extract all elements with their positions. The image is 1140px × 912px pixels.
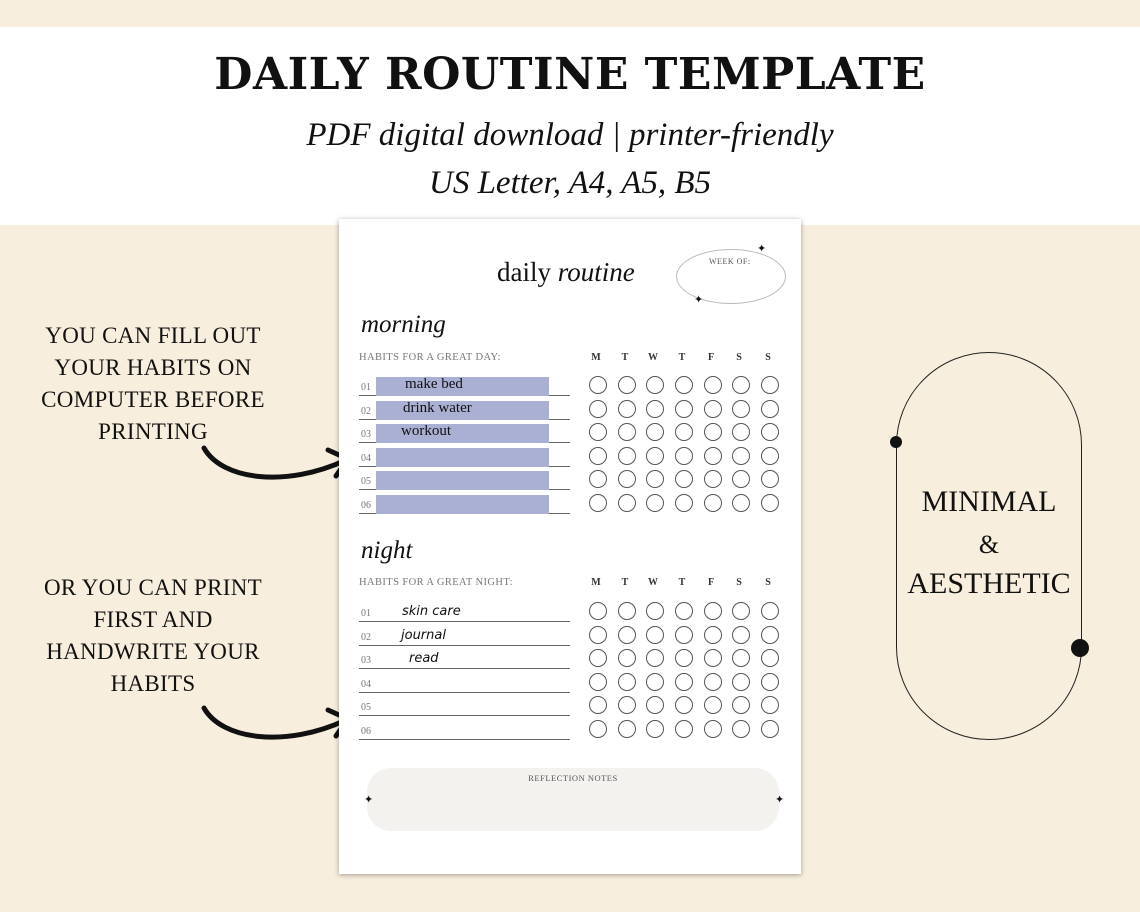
habit-row-number: 05 (361, 476, 371, 487)
habit-checkbox[interactable] (646, 720, 664, 738)
weekday-header: S (765, 352, 771, 363)
weekday-header: T (678, 577, 686, 588)
weekday-header: S (736, 352, 742, 363)
habit-checkbox[interactable] (589, 423, 607, 441)
habit-checkbox[interactable] (732, 423, 750, 441)
weekday-header: M (591, 577, 601, 588)
habit-checkbox[interactable] (675, 447, 693, 465)
habit-checkbox[interactable] (646, 400, 664, 418)
habit-text: make bed (405, 376, 463, 392)
habit-text: journal (401, 627, 446, 643)
habit-checkbox[interactable] (704, 423, 722, 441)
habit-checkbox[interactable] (761, 649, 779, 667)
habit-checkbox[interactable] (646, 423, 664, 441)
habit-row-number: 06 (361, 499, 371, 511)
habit-checkbox[interactable] (618, 720, 636, 738)
habit-row[interactable] (359, 693, 570, 716)
habit-checkbox[interactable] (675, 696, 693, 714)
habit-checkbox[interactable] (732, 602, 750, 620)
habit-checkbox[interactable] (704, 376, 722, 394)
habit-input-field[interactable] (376, 495, 549, 514)
habit-checkbox[interactable] (618, 626, 636, 644)
habit-checkbox[interactable] (618, 673, 636, 691)
habit-checkbox[interactable] (675, 470, 693, 488)
habit-checkbox[interactable] (732, 494, 750, 512)
habit-checkbox[interactable] (589, 602, 607, 620)
habit-checkbox[interactable] (646, 696, 664, 714)
habit-row[interactable] (359, 444, 570, 467)
habit-row-number: 03 (361, 655, 371, 666)
habit-checkbox[interactable] (589, 696, 607, 714)
reflection-notes-label: REFLECTION NOTES (528, 773, 618, 783)
habit-text: drink water (403, 399, 472, 416)
sparkle-icon: ✦ (775, 794, 785, 806)
week-of-label: WEEK OF: (709, 257, 751, 266)
habit-checkbox[interactable] (646, 470, 664, 488)
habit-checkbox[interactable] (732, 649, 750, 667)
habit-checkbox[interactable] (675, 494, 693, 512)
sizes-subtitle: US Letter, A4, A5, B5 (428, 165, 712, 201)
habit-checkbox[interactable] (704, 626, 722, 644)
habit-checkbox[interactable] (761, 720, 779, 738)
habit-checkbox[interactable] (761, 400, 779, 418)
decorative-dot (1071, 639, 1089, 657)
sparkle-icon: ✦ (757, 243, 767, 255)
habit-checkbox[interactable] (704, 649, 722, 667)
habit-checkbox[interactable] (589, 720, 607, 738)
habit-checkbox[interactable] (618, 400, 636, 418)
weekday-header: W (648, 577, 658, 588)
format-subtitle: PDF digital download | printer-friendly (306, 117, 834, 153)
habit-checkbox[interactable] (704, 602, 722, 620)
weekday-header: F (707, 352, 715, 363)
night-title: night (361, 537, 413, 564)
minimal-label: MINIMAL (921, 485, 1057, 518)
habit-checkbox[interactable] (589, 673, 607, 691)
habit-checkbox[interactable] (618, 423, 636, 441)
callout-line: FIRST AND (93, 607, 213, 632)
habit-checkbox[interactable] (732, 400, 750, 418)
habit-checkbox[interactable] (704, 447, 722, 465)
morning-title: morning (361, 311, 446, 338)
habit-text: read (409, 651, 439, 666)
habit-row[interactable] (359, 599, 570, 622)
morning-habits-label: HABITS FOR A GREAT DAY: (359, 352, 501, 363)
habit-checkbox[interactable] (761, 470, 779, 488)
habit-checkbox[interactable] (704, 494, 722, 512)
reflection-notes-box[interactable] (367, 768, 779, 831)
habit-row-number: 06 (361, 725, 371, 737)
habit-checkbox[interactable] (732, 470, 750, 488)
habit-checkbox[interactable] (732, 626, 750, 644)
habit-row-number: 01 (361, 382, 371, 393)
habit-checkbox[interactable] (675, 602, 693, 620)
habit-checkbox[interactable] (761, 696, 779, 714)
callout-print-and-handwrite (22, 572, 284, 700)
habit-checkbox[interactable] (761, 376, 779, 394)
planner-sheet (339, 219, 801, 874)
habit-checkbox[interactable] (589, 649, 607, 667)
habit-checkbox[interactable] (675, 376, 693, 394)
habit-checkbox[interactable] (646, 494, 664, 512)
habit-checkbox[interactable] (732, 376, 750, 394)
sparkle-icon: ✦ (694, 294, 704, 306)
habit-checkbox[interactable] (589, 470, 607, 488)
habit-row-number: 03 (361, 429, 371, 440)
habit-checkbox[interactable] (704, 720, 722, 738)
habit-checkbox[interactable] (761, 602, 779, 620)
weekday-header: M (591, 352, 601, 363)
habit-row[interactable] (359, 397, 570, 420)
weekday-header: W (648, 352, 658, 363)
callout-line: COMPUTER BEFORE (41, 387, 265, 412)
weekday-header: T (678, 352, 686, 363)
callout-line: OR YOU CAN PRINT (44, 575, 262, 600)
habit-checkbox[interactable] (761, 626, 779, 644)
habit-checkbox[interactable] (646, 673, 664, 691)
habit-checkbox[interactable] (618, 376, 636, 394)
habit-row[interactable] (359, 670, 570, 693)
habit-checkbox[interactable] (589, 447, 607, 465)
weekday-header: S (736, 577, 742, 588)
habit-checkbox[interactable] (618, 494, 636, 512)
night-habits-label: HABITS FOR A GREAT NIGHT: (359, 577, 513, 588)
habit-row-number: 05 (361, 702, 371, 713)
habit-row-number: 04 (361, 452, 371, 464)
header-banner (0, 27, 1140, 225)
habit-checkbox[interactable] (646, 447, 664, 465)
habit-checkbox[interactable] (618, 447, 636, 465)
habit-checkbox[interactable] (732, 696, 750, 714)
habit-row[interactable] (359, 491, 570, 514)
habit-checkbox[interactable] (704, 400, 722, 418)
ampersand-label: & (978, 530, 1000, 559)
habit-checkbox[interactable] (618, 649, 636, 667)
habit-checkbox[interactable] (704, 470, 722, 488)
habit-checkbox[interactable] (646, 649, 664, 667)
weekday-header: S (765, 577, 771, 588)
habit-row-number: 02 (361, 631, 371, 643)
weekday-header: T (621, 352, 629, 363)
habit-checkbox[interactable] (589, 376, 607, 394)
habit-row[interactable] (359, 623, 570, 646)
habit-row[interactable] (359, 373, 570, 396)
weekday-header: T (621, 577, 629, 588)
callout-line: YOU CAN FILL OUT (45, 323, 261, 348)
habit-input-field[interactable] (376, 471, 549, 490)
aesthetic-label: AESTHETIC (907, 567, 1071, 600)
callout-line: YOUR HABITS ON (54, 355, 252, 380)
weekday-header: F (707, 577, 715, 588)
habit-checkbox[interactable] (704, 673, 722, 691)
habit-checkbox[interactable] (646, 626, 664, 644)
habit-checkbox[interactable] (675, 720, 693, 738)
habit-checkbox[interactable] (761, 494, 779, 512)
decorative-dot (890, 436, 902, 448)
sparkle-icon: ✦ (364, 794, 374, 806)
habit-checkbox[interactable] (675, 400, 693, 418)
habit-checkbox[interactable] (732, 720, 750, 738)
sheet-title-plain: daily (497, 257, 551, 287)
habit-checkbox[interactable] (618, 602, 636, 620)
habit-checkbox[interactable] (618, 470, 636, 488)
habit-checkbox[interactable] (675, 626, 693, 644)
habit-checkbox[interactable] (704, 696, 722, 714)
curved-arrow-icon (196, 700, 361, 754)
sheet-title-italic: routine (557, 257, 635, 287)
habit-row[interactable] (359, 717, 570, 740)
habit-checkbox[interactable] (732, 447, 750, 465)
habit-input-field[interactable] (376, 448, 549, 467)
habit-row-number: 04 (361, 678, 371, 690)
habit-row[interactable] (359, 467, 570, 490)
sheet-title (497, 257, 635, 288)
callout-line: HABITS (110, 671, 196, 696)
page-title: DAILY ROUTINE TEMPLATE (214, 49, 926, 100)
habit-checkbox[interactable] (761, 673, 779, 691)
habit-checkbox[interactable] (618, 696, 636, 714)
habit-checkbox[interactable] (646, 376, 664, 394)
callout-line: PRINTING (98, 419, 208, 444)
curved-arrow-icon (196, 440, 361, 494)
habit-checkbox[interactable] (732, 673, 750, 691)
habit-row[interactable] (359, 646, 570, 669)
habit-row-number: 01 (361, 608, 371, 619)
habit-row-number: 02 (361, 405, 371, 417)
habit-checkbox[interactable] (761, 447, 779, 465)
habit-checkbox[interactable] (589, 494, 607, 512)
habit-text: workout (401, 423, 451, 439)
habit-checkbox[interactable] (589, 626, 607, 644)
habit-checkbox[interactable] (761, 423, 779, 441)
habit-text: skin care (402, 604, 461, 619)
habit-checkbox[interactable] (675, 673, 693, 691)
habit-checkbox[interactable] (589, 400, 607, 418)
habit-checkbox[interactable] (675, 423, 693, 441)
callout-fill-on-computer (22, 320, 284, 448)
callout-line: HANDWRITE YOUR (46, 639, 260, 664)
habit-checkbox[interactable] (646, 602, 664, 620)
habit-row[interactable] (359, 420, 570, 443)
habit-checkbox[interactable] (675, 649, 693, 667)
